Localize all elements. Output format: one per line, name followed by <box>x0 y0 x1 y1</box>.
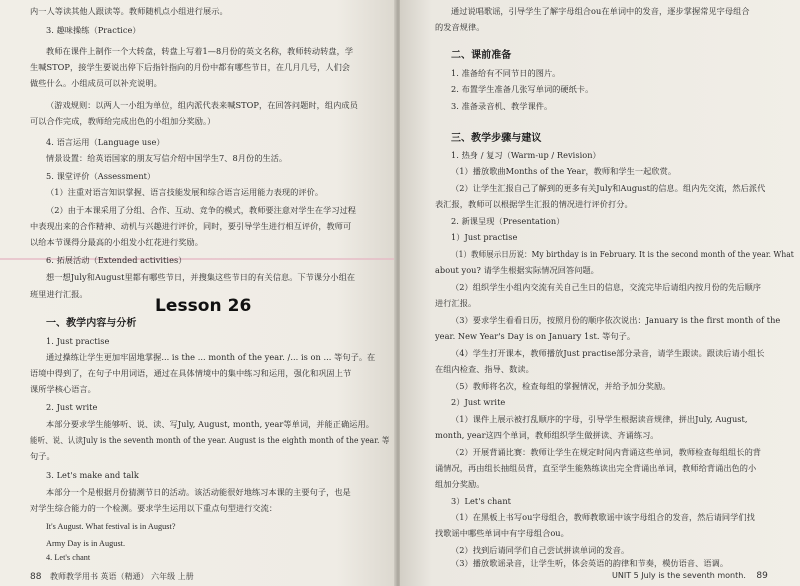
text-line: （1）在黑板上书写ou字母组合，教师教歌谣中该字母组合的发音，然后请同学们找 <box>451 512 755 522</box>
text-line: 可以合作完成，教师给完成出色的小组加分奖励。） <box>30 116 216 126</box>
text-line: 情景设置：给英语国家的朋友写信介绍中国学生7、8月份的生活。 <box>46 153 288 163</box>
text-line: 6. 拓展活动（Extended activities） <box>46 255 187 265</box>
text-line: 表汇报，教师可以根据学生汇报的情况进行评价打分。 <box>435 199 633 209</box>
text-line: 1. 热身 / 复习（Warm-up / Revision） <box>451 150 601 160</box>
text-line: 课所学核心语言。 <box>30 384 96 394</box>
text-line: 1. 准备给有不同节日的图片。 <box>451 68 561 78</box>
text-line: 诵情况，再由组长抽组员背，直至学生能熟练读出完全背诵出单词，教师给背诵出色的小 <box>435 463 757 473</box>
text-line: （1）教师展示日历说：My birthday is in February. It is the second month of the year. What <box>451 249 794 259</box>
text-line: 2）Just write <box>451 397 506 407</box>
text-line: （2）找到后请同学们自己尝试拼读单词的发音。 <box>451 545 630 555</box>
text-line: 班里进行汇报。 <box>30 289 88 299</box>
text-line: （1）课件上展示被打乱顺序的字母，引导学生根据读音规律，拼出July, August, <box>451 414 748 424</box>
text-line: （游戏规则：以两人一小组为单位，组内派代表来喊STOP，在回答问题时，组内成员 <box>46 100 358 110</box>
text-line: 1. Just practise <box>46 336 110 346</box>
page-footer <box>30 571 194 582</box>
text-line: 进行汇报。 <box>435 298 477 308</box>
text-line: （1）注重对语言知识掌握、语言技能发展和综合语言运用能力表现的评价。 <box>46 187 324 197</box>
page-footer <box>612 571 768 581</box>
text-line: （2）由于本课采用了分组、合作、互动、竞争的模式，教师要注意对学生在学习过程 <box>46 205 357 215</box>
text-line: 教师在课件上制作一个大转盘，转盘上写着1—8月份的英文名称，教师转动转盘，学 <box>46 46 354 56</box>
footer-text: UNIT 5 July is the seventh month. <box>612 571 746 580</box>
text-line: 对学生综合能力的一个检测。要求学生运用以下重点句型进行交流： <box>30 503 278 513</box>
text-line: （2）让学生汇报自己了解到的更多有关July和August的信息。组内先交流，然后派代 <box>451 183 766 193</box>
text-line: （5）教师将名次，检查每组的掌握情况，并给予加分奖励。 <box>451 381 671 391</box>
text-line: 在组内检查、指导、数读。 <box>435 364 534 374</box>
text-line: year. New Year's Day is on January 1st. 等句子。 <box>435 331 636 341</box>
text-line: 2. 新课呈现（Presentation） <box>451 216 565 226</box>
text-line: 5. 课堂评价（Assessment） <box>46 171 156 181</box>
text-line: 句子。 <box>30 451 55 461</box>
text-line: （3）要求学生看看日历，按照月份的顺序依次说出：January is the first month of the <box>451 315 781 325</box>
text-line: 通过操练让学生更加牢固地掌握... is the ... month of the year. /... is on ... 等句子。在 <box>46 352 376 362</box>
text-line: 中表现出来的合作精神、动机与兴趣进行评价，同时，要引导学生进行相互评价，教师可 <box>30 221 352 231</box>
page-number: 89 <box>756 571 768 581</box>
text-line: 4. 语言运用（Language use） <box>46 137 165 147</box>
text-line: （2）开展背诵比赛：教师让学生在规定时间内背诵这些单词，教师检查每组组长的背 <box>451 447 762 457</box>
text-line: 的发音规律。 <box>435 22 485 32</box>
text-line: 想一想July和August里都有哪些节日，并搜集这些节日的有关信息。下节课分小组在 <box>46 272 356 282</box>
text-line: 4. Let's chant <box>46 553 91 562</box>
text-line: 3. 准备录音机、教学课件。 <box>451 101 553 111</box>
text-line: 1）Just practise <box>451 232 518 242</box>
text-line: 3）Let's chant <box>451 496 511 506</box>
section-title: 二、课前准备 <box>451 50 512 61</box>
text-line: Army Day is in August. <box>46 539 126 548</box>
section-title: 三、教学步骤与建议 <box>451 133 542 144</box>
text-line: 找歌谣中哪些单词中有字母组合ou。 <box>435 528 569 538</box>
text-line: （1）播放歌曲Months of the Year，教师和学生一起欣赏。 <box>451 166 677 176</box>
text-line: 3. 趣味操练（Practice） <box>46 25 141 35</box>
text-line: about you? 请学生根据实际情况回答问题。 <box>435 265 599 275</box>
text-line: （2）组织学生小组内交流有关自己生日的信息，交流完毕后请组内按月份的先后顺序 <box>451 282 762 292</box>
text-line: 组加分奖励。 <box>435 479 485 489</box>
text-line: 能听、说、认读July is the seventh month of the year. August is the eighth month of the year. 等 <box>30 435 390 445</box>
text-line: month, year这四个单词，教师组织学生做拼读、齐诵练习。 <box>435 430 659 440</box>
text-line: 本部分要求学生能够听、说、读、写July, August, month, year等单词，并能正确运用。 <box>46 419 374 429</box>
text-line: 生喊STOP，接学生要说出停下后指针指向的月份中都有哪些节日，在几月几号，人们会 <box>30 62 351 72</box>
lesson-title: Lesson 26 <box>155 296 252 316</box>
text-line: 以给本节课得分最高的小组发小红花进行奖励。 <box>30 237 203 247</box>
text-line: It's August. What festival is in August? <box>46 522 176 531</box>
text-line: 2. Just write <box>46 402 98 412</box>
page-number: 88 <box>30 572 42 582</box>
text-line: 做些什么。小组成员可以补充说明。 <box>30 78 162 88</box>
text-line: （4）学生打开课本，教师播放Just practise部分录音，请学生跟读。跟读后请小组长 <box>451 348 765 358</box>
section-title: 一、教学内容与分析 <box>46 318 137 329</box>
text-line: 3. Let's make and talk <box>46 470 139 480</box>
text-line: 2. 布置学生准备几张写单词的硬纸卡。 <box>451 84 594 94</box>
text-line: 通过说唱歌谣，引导学生了解字母组合ou在单词中的发音，逐步掌握常见字母组合 <box>451 6 750 16</box>
footer-text: 教师教学用书 英语（精通） 六年级 上册 <box>50 572 194 581</box>
right-page <box>400 0 800 586</box>
text-line: （3）播放歌谣录音，让学生听，体会英语的韵律和节奏，模仿语音、语调。 <box>451 558 729 568</box>
left-page <box>0 0 396 586</box>
text-line: 内一人等读其他人跟读等。教师随机点小组进行展示。 <box>30 6 228 16</box>
text-line: 语境中得到了，在句子中用词语，通过在具体情境中的集中练习和运用，强化和巩固上节 <box>30 368 352 378</box>
text-line: 本部分一个是根据月份猜测节日的活动。该活动能很好地练习本课的主要句子，也是 <box>46 487 351 497</box>
